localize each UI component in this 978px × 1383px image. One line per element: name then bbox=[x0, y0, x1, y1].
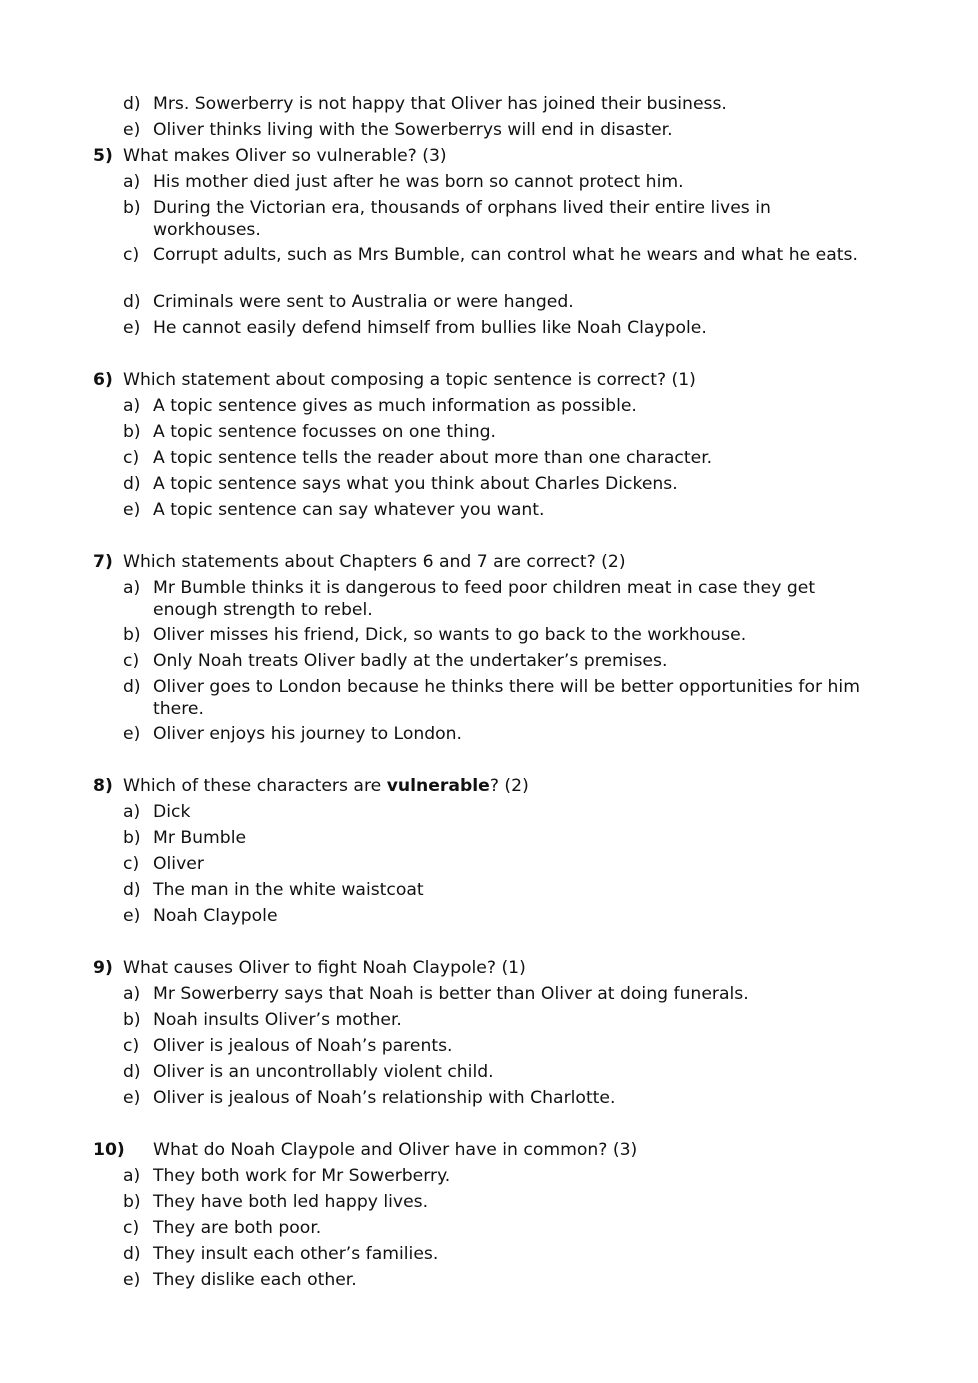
option-text: Oliver thinks living with the Sowerberrys will end in disaster. bbox=[153, 120, 673, 140]
option-item bbox=[0, 93, 978, 119]
option-item bbox=[0, 1087, 978, 1113]
option-item bbox=[0, 723, 978, 749]
option-text: His mother died just after he was born so cannot protect him. bbox=[153, 172, 684, 192]
option-letter: a) bbox=[123, 172, 141, 192]
option-letter: c) bbox=[123, 245, 140, 265]
question-number: 9) bbox=[93, 958, 113, 978]
option-letter: e) bbox=[123, 1088, 141, 1108]
option-letter: b) bbox=[123, 625, 141, 645]
option-text: Criminals were sent to Australia or were hanged. bbox=[153, 292, 574, 312]
option-letter: b) bbox=[123, 198, 141, 218]
option-item bbox=[0, 317, 978, 343]
question-text-after: ? (2) bbox=[489, 776, 529, 796]
option-item bbox=[0, 1165, 978, 1191]
option-item bbox=[0, 676, 978, 723]
option-letter: a) bbox=[123, 984, 141, 1004]
option-item bbox=[0, 827, 978, 853]
option-letter: d) bbox=[123, 474, 141, 494]
option-text: Corrupt adults, such as Mrs Bumble, can control what he wears and what he eats. bbox=[153, 245, 858, 265]
option-item bbox=[0, 624, 978, 650]
question-6 bbox=[0, 369, 978, 395]
option-text: They are both poor. bbox=[153, 1218, 322, 1238]
question-5 bbox=[0, 145, 978, 171]
option-text: They dislike each other. bbox=[153, 1270, 357, 1290]
option-item bbox=[0, 171, 978, 197]
option-letter: a) bbox=[123, 1166, 141, 1186]
option-text: Oliver enjoys his journey to London. bbox=[153, 724, 463, 744]
question-text bbox=[123, 775, 529, 797]
option-item bbox=[0, 577, 978, 624]
option-item bbox=[0, 447, 978, 473]
question-10 bbox=[0, 1139, 978, 1165]
option-text: Noah Claypole bbox=[153, 906, 278, 926]
option-item bbox=[0, 1061, 978, 1087]
option-text: Mr Sowerberry says that Noah is better than Oliver at doing funerals. bbox=[153, 984, 749, 1004]
option-letter: d) bbox=[123, 677, 141, 697]
option-text: They insult each other’s families. bbox=[153, 1244, 439, 1264]
option-letter: e) bbox=[123, 906, 141, 926]
option-item bbox=[0, 801, 978, 827]
option-letter: d) bbox=[123, 292, 141, 312]
option-letter: b) bbox=[123, 422, 141, 442]
question-text: What do Noah Claypole and Oliver have in common? (3) bbox=[153, 1140, 638, 1160]
option-item bbox=[0, 1035, 978, 1061]
question-number: 6) bbox=[93, 370, 113, 390]
option-text: Noah insults Oliver’s mother. bbox=[153, 1010, 402, 1030]
option-text: A topic sentence says what you think about Charles Dickens. bbox=[153, 474, 678, 494]
option-text: Oliver is jealous of Noah’s relationship with Charlotte. bbox=[153, 1088, 616, 1108]
option-letter: e) bbox=[123, 724, 141, 744]
option-letter: c) bbox=[123, 854, 140, 874]
question-text: Which statements about Chapters 6 and 7 are correct? (2) bbox=[123, 552, 626, 572]
option-item bbox=[0, 1243, 978, 1269]
option-item bbox=[0, 905, 978, 931]
option-item bbox=[0, 983, 978, 1009]
option-text: Mr Bumble bbox=[153, 828, 247, 848]
option-letter: c) bbox=[123, 1036, 140, 1056]
option-item bbox=[0, 395, 978, 421]
option-text: Only Noah treats Oliver badly at the undertaker’s premises. bbox=[153, 651, 668, 671]
option-text: A topic sentence can say whatever you want. bbox=[153, 500, 545, 520]
option-text: He cannot easily defend himself from bullies like Noah Claypole. bbox=[153, 318, 707, 338]
question-text: What makes Oliver so vulnerable? (3) bbox=[123, 146, 447, 166]
option-item bbox=[0, 1269, 978, 1295]
option-letter: c) bbox=[123, 651, 140, 671]
question-number: 8) bbox=[93, 776, 113, 796]
option-text: A topic sentence tells the reader about more than one character. bbox=[153, 448, 713, 468]
question-text-emphasis: vulnerable bbox=[386, 776, 490, 796]
option-text: Dick bbox=[153, 802, 191, 822]
option-letter: d) bbox=[123, 1244, 141, 1264]
option-text: Oliver goes to London because he thinks there will be better opportunities for him there. bbox=[153, 677, 860, 719]
option-text: Mr Bumble thinks it is dangerous to feed poor children meat in case they get enough strength to rebel. bbox=[153, 578, 816, 620]
option-text: Oliver misses his friend, Dick, so wants to go back to the workhouse. bbox=[153, 625, 747, 645]
question-text: Which statement about composing a topic sentence is correct? (1) bbox=[123, 370, 696, 390]
option-text: Mrs. Sowerberry is not happy that Oliver has joined their business. bbox=[153, 94, 727, 114]
option-letter: b) bbox=[123, 1010, 141, 1030]
option-letter: a) bbox=[123, 802, 141, 822]
option-item bbox=[0, 1191, 978, 1217]
option-item bbox=[0, 244, 978, 291]
option-text: Oliver is jealous of Noah’s parents. bbox=[153, 1036, 453, 1056]
option-item bbox=[0, 197, 978, 244]
option-item bbox=[0, 119, 978, 145]
option-text: A topic sentence focusses on one thing. bbox=[153, 422, 496, 442]
option-letter: b) bbox=[123, 828, 141, 848]
question-text: What causes Oliver to fight Noah Claypole? (1) bbox=[123, 958, 526, 978]
option-text: Oliver is an uncontrollably violent child. bbox=[153, 1062, 494, 1082]
option-letter: a) bbox=[123, 578, 141, 598]
option-letter: d) bbox=[123, 880, 141, 900]
question-8 bbox=[0, 775, 978, 801]
option-item bbox=[0, 499, 978, 525]
option-item bbox=[0, 853, 978, 879]
option-letter: e) bbox=[123, 120, 141, 140]
option-text: They have both led happy lives. bbox=[153, 1192, 429, 1212]
option-letter: d) bbox=[123, 94, 141, 114]
option-text: They both work for Mr Sowerberry. bbox=[153, 1166, 451, 1186]
question-number: 5) bbox=[93, 146, 113, 166]
question-text-before: Which of these characters are bbox=[123, 776, 387, 796]
option-letter: b) bbox=[123, 1192, 141, 1212]
option-letter: e) bbox=[123, 1270, 141, 1290]
quiz-document bbox=[0, 93, 978, 1295]
option-item bbox=[0, 291, 978, 317]
option-item bbox=[0, 1217, 978, 1243]
option-item bbox=[0, 1009, 978, 1035]
option-letter: e) bbox=[123, 500, 141, 520]
question-number: 7) bbox=[93, 552, 113, 572]
option-letter: e) bbox=[123, 318, 141, 338]
option-letter: c) bbox=[123, 448, 140, 468]
option-text: A topic sentence gives as much information as possible. bbox=[153, 396, 637, 416]
option-text: Oliver bbox=[153, 854, 204, 874]
question-7 bbox=[0, 551, 978, 577]
option-text: During the Victorian era, thousands of orphans lived their entire lives in workhouses. bbox=[153, 198, 771, 240]
option-item bbox=[0, 421, 978, 447]
option-letter: a) bbox=[123, 396, 141, 416]
option-item bbox=[0, 473, 978, 499]
option-letter: c) bbox=[123, 1218, 140, 1238]
option-text: The man in the white waistcoat bbox=[153, 880, 424, 900]
question-9 bbox=[0, 957, 978, 983]
option-item bbox=[0, 650, 978, 676]
option-item bbox=[0, 879, 978, 905]
question-number: 10) bbox=[93, 1140, 125, 1160]
option-letter: d) bbox=[123, 1062, 141, 1082]
